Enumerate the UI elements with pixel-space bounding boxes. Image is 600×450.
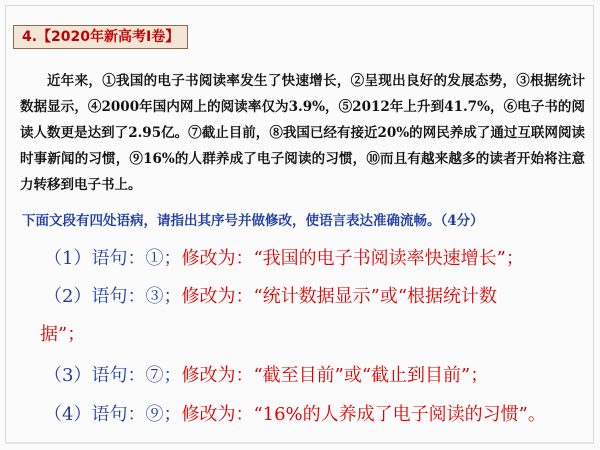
answer-number: （1） (44, 248, 92, 269)
answer-fix: 修改为：“统计数据显示”或“根据统计数 (181, 286, 498, 307)
answer-sentence-ref: 语句：⑦； (91, 365, 182, 386)
answer-fix: 修改为：“截至目前”或“截止到目前”； (181, 365, 489, 386)
answer-line-2 (44, 278, 584, 316)
passage-text (20, 68, 585, 198)
answer-sentence-ref: 语句：①； (91, 248, 182, 269)
passage-paragraph: 近年来，①我国的电子书阅读率发生了快速增长，②呈现出良好的发展态势，③根据统计数据显示，④2000年国内网上的阅读率仅为3.9%，⑤2012年上升到41.7%，⑥电子书的阅读人数更是达到了2.95亿。⑦截止目前，⑧我国已经有接近20%的网民养成了通过互联网阅读时事新闻的习惯，⑨16%的人群养成了电子阅读的习惯，⑩而且有越来越多的读者开始将注意力转移到电子书上。 (20, 73, 585, 193)
answer-number: （3） (44, 365, 92, 386)
answer-sentence-ref: 语句：⑨； (91, 404, 182, 425)
answer-sentence-ref: 语句：③； (91, 286, 182, 307)
answer-line-4 (44, 396, 584, 434)
answer-number: （2） (44, 286, 92, 307)
answer-fix: 修改为：“16%的人养成了电子阅读的习惯”。 (181, 404, 546, 425)
question-label: 4.【2020年新高考Ⅰ卷】 (13, 25, 188, 49)
answer-line-2-continuation: 据”； (40, 324, 86, 345)
answer-number: （4） (44, 404, 92, 425)
slide-bottom-bar (5, 442, 594, 444)
answer-line-3 (44, 357, 584, 395)
answer-line-1 (44, 240, 584, 278)
question-prompt: 下面文段有四处语病，请指出其序号并做修改，使语言表达准确流畅。（4分） (22, 213, 484, 229)
answer-fix: 修改为：“我国的电子书阅读率快速增长”； (181, 248, 524, 269)
